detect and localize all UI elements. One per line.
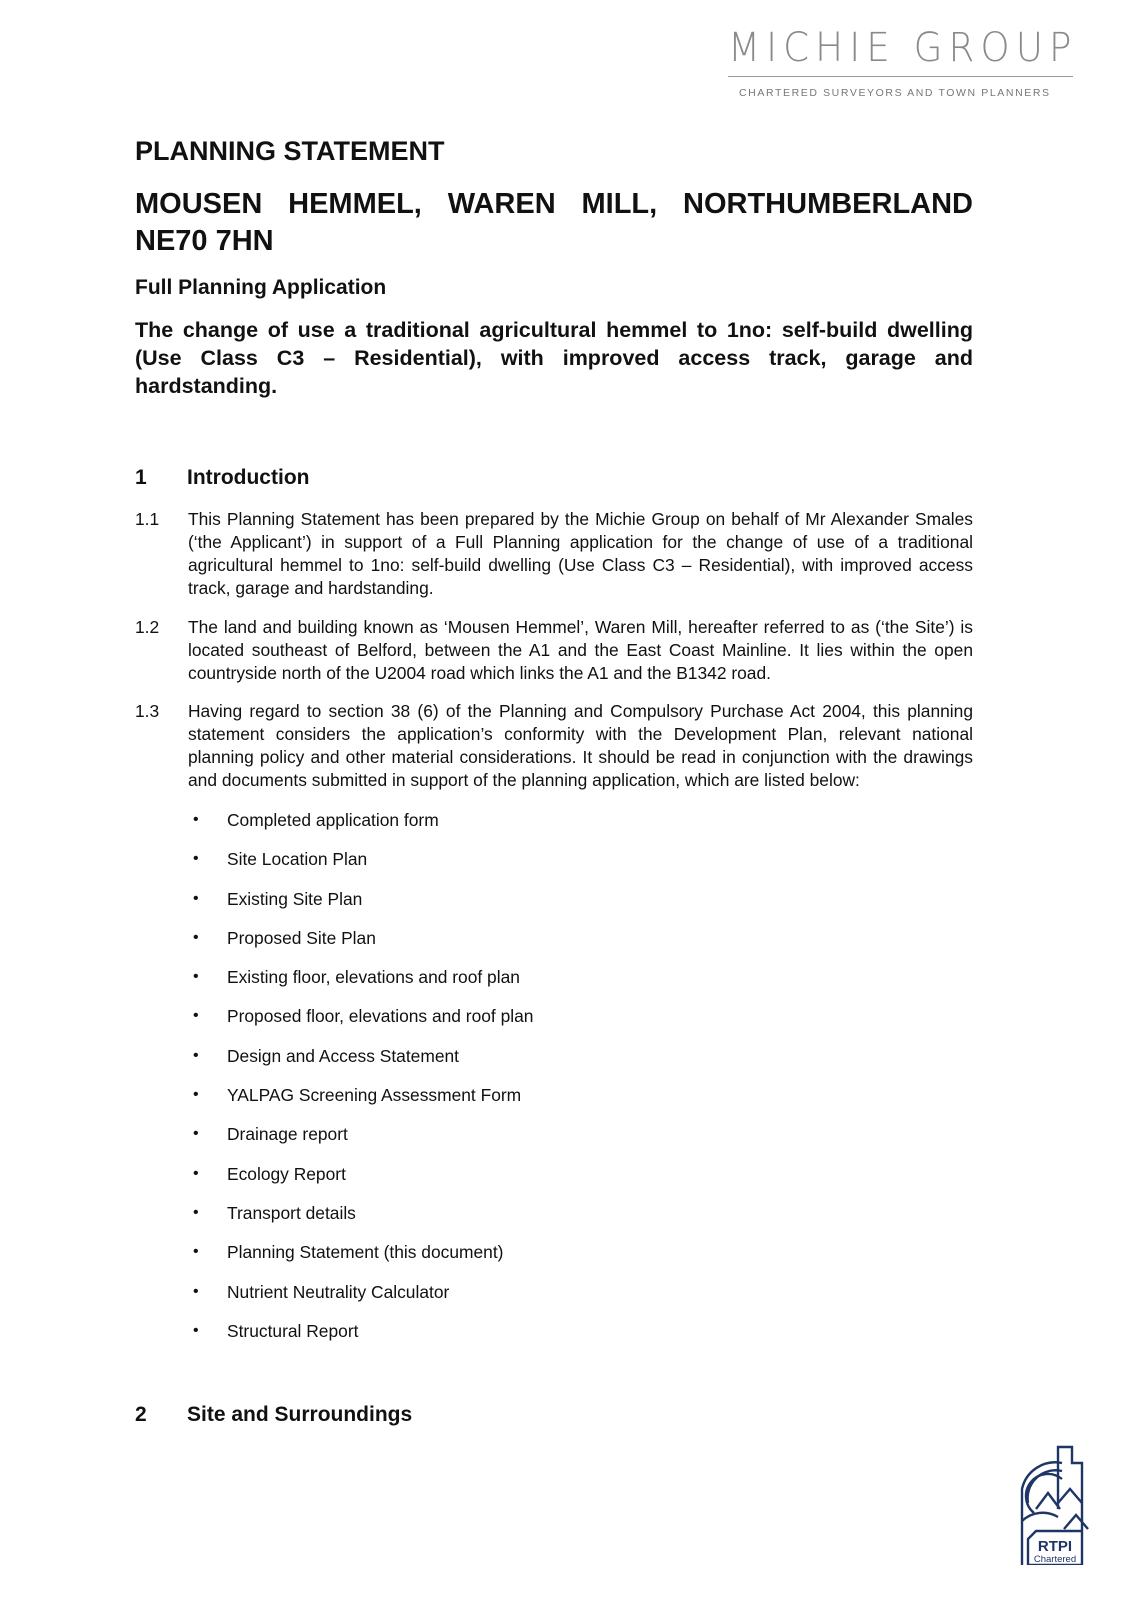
list-item xyxy=(193,1121,533,1160)
paragraph-number: 1.3 xyxy=(135,701,160,721)
list-item xyxy=(193,1161,533,1200)
list-item xyxy=(193,807,533,846)
section-heading-site-and-surroundings xyxy=(135,1403,412,1427)
list-item xyxy=(193,1003,533,1042)
list-item xyxy=(193,1318,533,1357)
bullet-icon: • xyxy=(193,1321,199,1339)
bullet-icon: • xyxy=(193,1203,199,1221)
list-item-text: Site Location Plan xyxy=(227,849,368,870)
paragraph-text: Having regard to section 38 (6) of the Planning and Compulsory Purchase Act 2004, this planning statement considers the application’s conformity with the Development Plan, relevant national planning policy and other material considerations. It should be read in conjunction with the drawings and documents submitted in support of the planning application, which are listed below: xyxy=(188,701,973,790)
rtpi-chartered-logo xyxy=(1018,1443,1090,1570)
logo-name: MICHIE GROUP xyxy=(728,25,1078,71)
list-item-text: Proposed Site Plan xyxy=(227,927,376,948)
list-item-text: Completed application form xyxy=(227,810,439,830)
list-item xyxy=(193,1043,533,1082)
bullet-icon: • xyxy=(193,850,199,868)
bullet-icon: • xyxy=(193,1086,199,1104)
application-type: Full Planning Application xyxy=(135,276,387,299)
list-item-text: Existing Site Plan xyxy=(227,888,363,909)
section-number: 1 xyxy=(135,466,147,489)
bullet-icon: • xyxy=(193,811,199,828)
section-title: Introduction xyxy=(187,466,310,489)
application-description: The change of use a traditional agricultural hemmel to 1no: self-build dwelling (Use Class C3 – Residential), with improved access track, garage and hardstanding. xyxy=(135,318,973,398)
paragraph-1-3 xyxy=(135,700,973,792)
list-item xyxy=(193,1082,533,1121)
list-item xyxy=(193,1200,533,1239)
list-item xyxy=(193,886,533,925)
paragraph-1-1 xyxy=(135,508,973,600)
section-heading-introduction xyxy=(135,466,309,490)
list-item-text: Drainage report xyxy=(227,1124,348,1145)
michie-group-logo xyxy=(728,25,1078,99)
bullet-icon: • xyxy=(193,1007,199,1025)
paragraph-number: 1.1 xyxy=(135,509,160,529)
bullet-icon: • xyxy=(193,1243,199,1261)
list-item xyxy=(193,925,533,964)
bullet-icon: • xyxy=(193,928,199,946)
logo-divider xyxy=(728,76,1073,77)
paragraph-number: 1.2 xyxy=(135,617,160,637)
logo-tagline: CHARTERED SURVEYORS AND TOWN PLANNERS xyxy=(739,87,1051,99)
list-item-text: YALPAG Screening Assessment Form xyxy=(227,1085,522,1106)
svg-text:Chartered: Chartered xyxy=(1033,1554,1077,1565)
bullet-icon: • xyxy=(193,889,199,907)
paragraph-1-2 xyxy=(135,616,973,685)
list-item-text: Structural Report xyxy=(227,1320,359,1341)
svg-text:RTPI: RTPI xyxy=(1037,1538,1073,1555)
list-item xyxy=(193,1239,533,1278)
submitted-documents-list xyxy=(193,807,533,1357)
list-item xyxy=(193,1279,533,1318)
list-item-text: Ecology Report xyxy=(227,1163,346,1184)
bullet-icon: • xyxy=(193,1164,199,1182)
bullet-icon: • xyxy=(193,1046,199,1064)
paragraph-text: The land and building known as ‘Mousen Hemmel’, Waren Mill, hereafter referred to as (‘the Site’) is located southeast of Belford, between the A1 and the East Coast Mainline. It lies within the open countryside north of the U2004 road which links the A1 and the B1342 road. xyxy=(188,617,973,683)
document-title: PLANNING STATEMENT xyxy=(135,136,445,166)
list-item xyxy=(193,846,533,885)
list-item xyxy=(193,964,533,1003)
list-item-text: Design and Access Statement xyxy=(227,1045,460,1066)
list-item-text: Existing floor, elevations and roof plan xyxy=(227,967,520,988)
site-heading: MOUSEN HEMMEL, WAREN MILL, NORTHUMBERLAND NE70 7HN xyxy=(135,188,973,257)
list-item-text: Transport details xyxy=(227,1202,356,1223)
section-title: Site and Surroundings xyxy=(187,1403,413,1426)
list-item-text: Proposed floor, elevations and roof plan xyxy=(227,1006,534,1027)
bullet-icon: • xyxy=(193,1282,199,1300)
paragraph-text: This Planning Statement has been prepared by the Michie Group on behalf of Mr Alexander Smales (‘the Applicant’) in support of a Full Planning application for the change of use of a traditional agricultural hemmel to 1no: self-build dwelling (Use Class C3 – Residential), with improved access track, garage and hardstanding. xyxy=(188,509,973,598)
bullet-icon: • xyxy=(193,968,199,986)
bullet-icon: • xyxy=(193,1125,199,1143)
list-item-text: Planning Statement (this document) xyxy=(227,1242,504,1263)
list-item-text: Nutrient Neutrality Calculator xyxy=(227,1281,450,1302)
section-number: 2 xyxy=(135,1403,147,1426)
